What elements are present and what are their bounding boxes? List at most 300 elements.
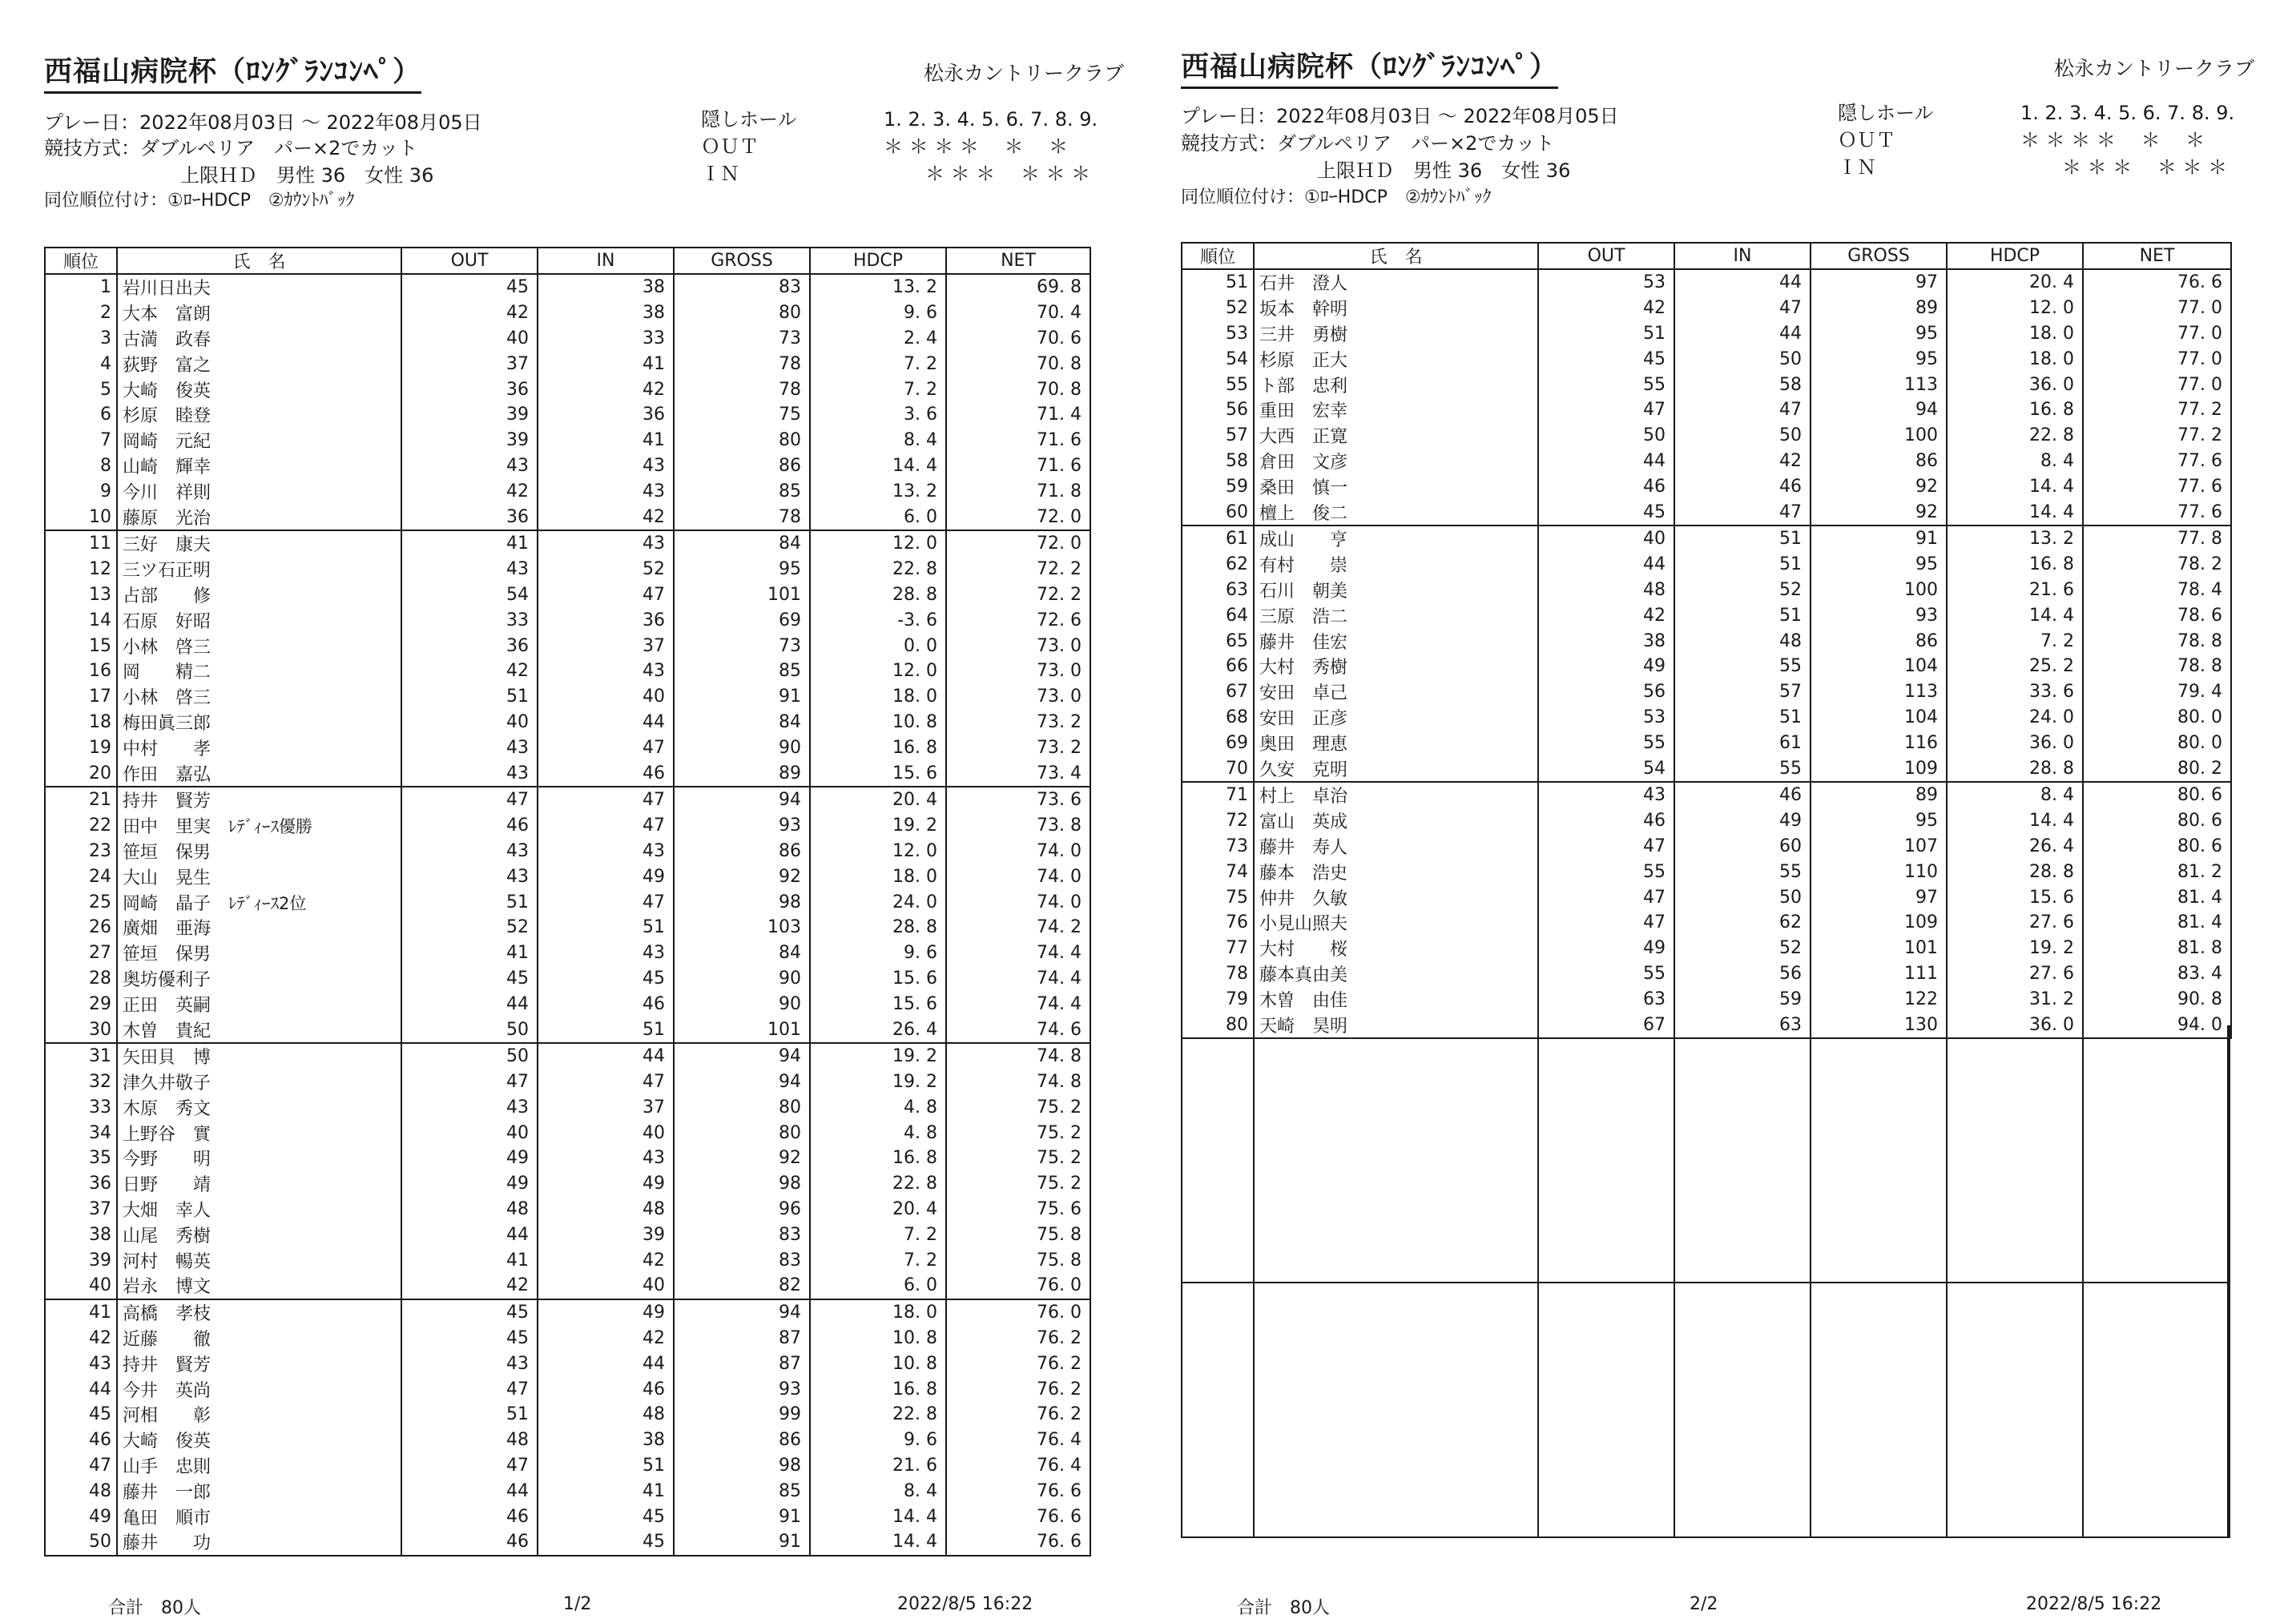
col-net: NET <box>946 248 1090 274</box>
table-row <box>45 1529 1090 1556</box>
player-name: 木曽 由佳 <box>1259 990 1348 1011</box>
table-row <box>45 1120 1090 1146</box>
table-row <box>1182 321 2231 347</box>
hdcp-cell: 12. 0 <box>810 530 946 557</box>
name-cell <box>1254 578 1538 603</box>
in-cell: 33 <box>538 326 674 352</box>
hdcp-cell: 8. 4 <box>810 428 946 453</box>
hidden-holes-label: 隠しホール <box>1838 102 1934 124</box>
gross-cell: 94 <box>674 787 810 813</box>
player-name: 大崎 俊英 <box>123 1432 211 1452</box>
name-cell <box>117 787 401 813</box>
print-timestamp: 2022/8/5 16:22 <box>897 1594 1033 1614</box>
out-cell: 42 <box>1538 296 1674 321</box>
table-row <box>45 1478 1090 1504</box>
name-cell <box>1254 654 1538 679</box>
net-cell: 72. 2 <box>946 582 1090 608</box>
out-cell: 43 <box>401 864 538 889</box>
gross-cell: 93 <box>674 1376 810 1402</box>
gross-cell: 95 <box>1811 321 1947 347</box>
hidden-holes-out-marks: ＊ ＊ ＊ ＊ ＊ ＊ <box>884 135 1069 158</box>
name-cell <box>117 658 401 684</box>
rank-cell: 7 <box>45 428 117 453</box>
player-name: 石井 澄人 <box>1259 274 1348 295</box>
name-cell <box>1254 859 1538 884</box>
net-cell: 76. 6 <box>2083 269 2231 296</box>
player-name: 村上 卓治 <box>1259 787 1348 807</box>
player-name: 杉原 睦登 <box>123 406 211 427</box>
table-row <box>1182 423 2231 449</box>
net-cell: 73. 2 <box>946 735 1090 760</box>
name-cell <box>1254 423 1538 449</box>
name-cell <box>117 1478 401 1504</box>
gross-cell: 87 <box>674 1351 810 1376</box>
name-cell <box>117 760 401 787</box>
in-cell: 41 <box>538 351 674 377</box>
gross-cell: 93 <box>1811 602 1947 628</box>
rank-cell: 2 <box>45 300 117 326</box>
name-cell <box>117 1247 401 1273</box>
table-row <box>45 453 1090 479</box>
rank-cell: 35 <box>45 1146 117 1171</box>
in-cell: 45 <box>538 966 674 992</box>
out-cell: 50 <box>401 1043 538 1069</box>
player-name: 藤井 功 <box>123 1533 211 1554</box>
table-row <box>45 633 1090 658</box>
net-cell: 80. 0 <box>2083 730 2231 755</box>
name-cell <box>117 839 401 864</box>
hdcp-cell: 14. 4 <box>810 1504 946 1529</box>
hdcp-cell: 7. 2 <box>810 351 946 377</box>
net-cell: 77. 2 <box>2083 423 2231 449</box>
name-cell <box>117 991 401 1017</box>
gross-cell: 94 <box>674 1069 810 1095</box>
out-cell: 46 <box>1538 808 1674 834</box>
rank-cell: 60 <box>1182 499 1254 526</box>
net-cell: 81. 2 <box>2083 859 2231 884</box>
net-cell: 76. 4 <box>946 1453 1090 1479</box>
net-cell: 74. 0 <box>946 864 1090 889</box>
name-cell <box>117 684 401 710</box>
player-name: 重田 宏幸 <box>1259 401 1348 422</box>
rank-cell: 64 <box>1182 602 1254 628</box>
club-name: 松永カントリークラブ <box>2053 57 2254 80</box>
out-cell: 45 <box>401 1299 538 1326</box>
results-body <box>1182 269 2231 1038</box>
net-cell: 76. 0 <box>946 1273 1090 1299</box>
table-header <box>45 248 1090 274</box>
gross-cell: 92 <box>674 1146 810 1171</box>
in-cell: 46 <box>538 760 674 787</box>
in-cell: 52 <box>538 557 674 582</box>
out-cell: 44 <box>1538 449 1674 474</box>
hdcp-cell: 18. 0 <box>810 864 946 889</box>
gross-cell: 84 <box>674 710 810 735</box>
in-cell: 49 <box>538 1171 674 1197</box>
gross-cell: 84 <box>674 530 810 557</box>
net-cell: 70. 6 <box>946 326 1090 352</box>
name-cell <box>117 453 401 479</box>
in-cell: 42 <box>538 377 674 402</box>
out-cell: 47 <box>401 1453 538 1479</box>
in-cell: 56 <box>1674 961 1811 987</box>
player-name: 小林 啓三 <box>123 688 211 709</box>
name-cell <box>117 1376 401 1402</box>
hdcp-cell: 9. 6 <box>810 300 946 326</box>
name-cell <box>1254 834 1538 860</box>
hdcp-cell: 6. 0 <box>810 504 946 530</box>
hdcp-cell: 15. 6 <box>810 760 946 787</box>
name-cell <box>117 607 401 633</box>
rank-cell: 26 <box>45 915 117 940</box>
hdcp-cell: 20. 4 <box>1947 269 2083 296</box>
handicap-limit: 上限ＨＤ 男性 36 女性 36 <box>180 164 434 187</box>
hdcp-cell: 36. 0 <box>1947 730 2083 755</box>
net-cell: 75. 2 <box>946 1095 1090 1121</box>
player-name: 安田 正彦 <box>1259 708 1348 729</box>
table-row <box>45 300 1090 326</box>
gross-cell: 113 <box>1811 679 1947 705</box>
out-cell: 44 <box>401 1222 538 1247</box>
tiebreak-rule: 同位順位付け：①ﾛｰHDCP ②ｶｳﾝﾄﾊﾞｯｸ <box>44 191 355 211</box>
rank-cell: 43 <box>45 1351 117 1376</box>
hdcp-cell: 10. 8 <box>810 1326 946 1351</box>
table-row <box>1182 961 2231 987</box>
table-row <box>1182 986 2231 1012</box>
name-cell <box>117 1043 401 1069</box>
player-name: 笹垣 保男 <box>123 842 211 863</box>
net-cell: 71. 4 <box>946 402 1090 428</box>
rank-cell: 71 <box>1182 782 1254 808</box>
player-name: 山崎 輝幸 <box>123 457 211 477</box>
player-name: 作田 嘉弘 <box>123 764 211 785</box>
gross-cell: 83 <box>674 274 810 300</box>
results-table <box>44 247 1091 1557</box>
out-cell: 48 <box>401 1197 538 1222</box>
player-name: 木曽 貴紀 <box>123 1021 211 1041</box>
gross-cell: 86 <box>674 453 810 479</box>
hdcp-cell: 12. 0 <box>810 658 946 684</box>
rank-cell: 19 <box>45 735 117 760</box>
gross-cell: 82 <box>674 1273 810 1299</box>
player-name: 小林 啓三 <box>123 637 211 658</box>
in-cell: 47 <box>1674 296 1811 321</box>
hdcp-cell: 15. 6 <box>1947 884 2083 910</box>
player-name: 岡崎 元紀 <box>123 432 211 453</box>
out-cell: 49 <box>1538 654 1674 679</box>
in-cell: 46 <box>1674 473 1811 499</box>
table-row <box>1182 755 2231 782</box>
net-cell: 74. 2 <box>946 915 1090 940</box>
in-cell: 37 <box>538 1095 674 1121</box>
gross-cell: 100 <box>1811 578 1947 603</box>
gross-cell: 86 <box>674 839 810 864</box>
table-row <box>1182 526 2231 552</box>
in-cell: 47 <box>538 889 674 915</box>
gross-cell: 91 <box>674 1504 810 1529</box>
out-cell: 48 <box>401 1428 538 1453</box>
hdcp-cell: 22. 8 <box>810 1171 946 1197</box>
total-count: 合計 80人 <box>108 1598 201 1618</box>
hdcp-cell: 27. 6 <box>1947 961 2083 987</box>
player-name: 日野 靖 <box>123 1175 211 1196</box>
page-number: 1/2 <box>563 1594 592 1614</box>
rank-cell: 70 <box>1182 755 1254 782</box>
rank-cell: 55 <box>1182 372 1254 397</box>
net-cell: 75. 8 <box>946 1247 1090 1273</box>
table-row <box>1182 705 2231 731</box>
name-cell <box>1254 473 1538 499</box>
in-cell: 48 <box>538 1402 674 1428</box>
table-row <box>45 864 1090 889</box>
in-cell: 55 <box>1674 859 1811 884</box>
rank-cell: 52 <box>1182 296 1254 321</box>
net-cell: 74. 4 <box>946 940 1090 966</box>
player-name: ト部 忠利 <box>1259 376 1348 397</box>
gross-cell: 80 <box>674 300 810 326</box>
out-cell: 42 <box>401 478 538 504</box>
in-cell: 60 <box>1674 834 1811 860</box>
net-cell: 77. 0 <box>2083 372 2231 397</box>
col-rank: 順位 <box>1182 243 1254 269</box>
name-cell <box>117 966 401 992</box>
table-row <box>45 582 1090 608</box>
gross-cell: 80 <box>674 428 810 453</box>
net-cell: 73. 2 <box>946 710 1090 735</box>
table-header <box>1182 243 2231 269</box>
out-cell: 44 <box>1538 552 1674 578</box>
out-cell: 53 <box>1538 705 1674 731</box>
hdcp-cell: 3. 6 <box>810 402 946 428</box>
hdcp-cell: 14. 4 <box>810 453 946 479</box>
table-row <box>1182 654 2231 679</box>
net-cell: 73. 0 <box>946 658 1090 684</box>
in-cell: 48 <box>1674 628 1811 654</box>
hdcp-cell: 21. 6 <box>1947 578 2083 603</box>
results-table <box>1181 242 2232 1039</box>
out-cell: 53 <box>1538 269 1674 296</box>
name-cell <box>1254 755 1538 782</box>
table-row <box>45 889 1090 915</box>
rank-cell: 17 <box>45 684 117 710</box>
name-cell <box>117 1504 401 1529</box>
player-name: 大村 秀樹 <box>1259 658 1348 679</box>
net-cell: 72. 0 <box>946 530 1090 557</box>
in-cell: 52 <box>1674 936 1811 961</box>
gross-cell: 89 <box>1811 296 1947 321</box>
table-row <box>1182 473 2231 499</box>
in-cell: 49 <box>538 864 674 889</box>
hdcp-cell: 14. 4 <box>1947 499 2083 526</box>
player-name: 河村 暢英 <box>123 1251 211 1272</box>
gross-cell: 101 <box>1811 936 1947 961</box>
player-name: 今野 明 <box>123 1150 211 1170</box>
player-name: 天崎 昊明 <box>1259 1016 1348 1037</box>
table-row <box>45 760 1090 787</box>
in-cell: 59 <box>1674 986 1811 1012</box>
table-row <box>1182 859 2231 884</box>
hidden-holes-numbers: 1. 2. 3. 4. 5. 6. 7. 8. 9. <box>884 108 1098 131</box>
net-cell: 80. 6 <box>2083 782 2231 808</box>
table-row <box>45 1247 1090 1273</box>
net-cell: 77. 2 <box>2083 397 2231 423</box>
name-cell <box>117 557 401 582</box>
in-cell: 47 <box>538 582 674 608</box>
rank-cell: 54 <box>1182 346 1254 372</box>
gross-cell: 84 <box>674 940 810 966</box>
name-cell <box>117 351 401 377</box>
net-cell: 74. 8 <box>946 1069 1090 1095</box>
player-name: 大畑 幸人 <box>123 1201 211 1222</box>
net-cell: 72. 2 <box>946 557 1090 582</box>
hdcp-cell: 7. 2 <box>1947 628 2083 654</box>
table-row <box>1182 449 2231 474</box>
table-row <box>1182 397 2231 423</box>
net-cell: 76. 4 <box>946 1428 1090 1453</box>
in-cell: 51 <box>538 1453 674 1479</box>
name-cell <box>117 1402 401 1428</box>
hdcp-cell: 4. 8 <box>810 1095 946 1121</box>
rank-cell: 53 <box>1182 321 1254 347</box>
name-cell <box>1254 526 1538 552</box>
rank-cell: 38 <box>45 1222 117 1247</box>
name-cell <box>117 1428 401 1453</box>
name-cell <box>1254 269 1538 296</box>
out-cell: 51 <box>1538 321 1674 347</box>
table-row <box>45 1299 1090 1326</box>
in-cell: 43 <box>538 453 674 479</box>
rank-cell: 78 <box>1182 961 1254 987</box>
rank-cell: 14 <box>45 607 117 633</box>
rank-cell: 62 <box>1182 552 1254 578</box>
gross-cell: 107 <box>1811 834 1947 860</box>
player-name: 有村 崇 <box>1259 556 1348 577</box>
out-cell: 63 <box>1538 986 1674 1012</box>
in-cell: 57 <box>1674 679 1811 705</box>
out-cell: 36 <box>401 633 538 658</box>
name-cell <box>1254 986 1538 1012</box>
hdcp-cell: 31. 2 <box>1947 986 2083 1012</box>
gross-cell: 91 <box>1811 526 1947 552</box>
award-note: ﾚﾃﾞｨｰｽ優勝 <box>228 817 313 837</box>
gross-cell: 86 <box>1811 449 1947 474</box>
rank-cell: 49 <box>45 1504 117 1529</box>
rank-cell: 23 <box>45 839 117 864</box>
rank-cell: 9 <box>45 478 117 504</box>
out-cell: 49 <box>1538 936 1674 961</box>
name-cell <box>1254 884 1538 910</box>
out-cell: 39 <box>401 428 538 453</box>
hdcp-cell: 7. 2 <box>810 1222 946 1247</box>
rank-cell: 13 <box>45 582 117 608</box>
name-cell <box>1254 936 1538 961</box>
gross-cell: 80 <box>674 1095 810 1121</box>
net-cell: 76. 2 <box>946 1351 1090 1376</box>
player-name: 山尾 秀樹 <box>123 1226 211 1246</box>
rank-cell: 42 <box>45 1326 117 1351</box>
name-cell <box>117 633 401 658</box>
name-cell <box>1254 372 1538 397</box>
player-name: 正田 英嗣 <box>123 995 211 1016</box>
hdcp-cell: 33. 6 <box>1947 679 2083 705</box>
hidden-holes-out-marks: ＊ ＊ ＊ ＊ ＊ ＊ <box>2020 129 2205 151</box>
table-row <box>1182 834 2231 860</box>
out-cell: 46 <box>1538 473 1674 499</box>
in-cell: 51 <box>1674 705 1811 731</box>
player-name: 成山 亨 <box>1259 530 1348 551</box>
in-cell: 52 <box>1674 578 1811 603</box>
gross-cell: 98 <box>674 1171 810 1197</box>
hidden-holes-label: 隠しホール <box>701 108 797 131</box>
gross-cell: 95 <box>1811 808 1947 834</box>
rank-cell: 6 <box>45 402 117 428</box>
rank-cell: 80 <box>1182 1012 1254 1038</box>
out-cell: 51 <box>401 684 538 710</box>
player-name: 坂本 幹明 <box>1259 300 1348 320</box>
gross-cell: 91 <box>674 1529 810 1556</box>
net-cell: 75. 2 <box>946 1171 1090 1197</box>
rank-cell: 58 <box>1182 449 1254 474</box>
hdcp-cell: 24. 0 <box>810 889 946 915</box>
out-cell: 52 <box>401 915 538 940</box>
rank-cell: 1 <box>45 274 117 300</box>
out-cell: 55 <box>1538 961 1674 987</box>
name-cell <box>117 1095 401 1121</box>
in-cell: 38 <box>538 300 674 326</box>
out-cell: 42 <box>1538 602 1674 628</box>
player-name: 奥坊優利子 <box>123 969 211 990</box>
net-cell: 80. 6 <box>2083 834 2231 860</box>
net-cell: 80. 6 <box>2083 808 2231 834</box>
out-cell: 55 <box>1538 372 1674 397</box>
player-name: 三ツ石正明 <box>123 561 211 582</box>
net-cell: 78. 8 <box>2083 654 2231 679</box>
rank-cell: 76 <box>1182 910 1254 936</box>
col-in: IN <box>1674 243 1811 269</box>
name-cell <box>117 735 401 760</box>
col-gross: GROSS <box>674 248 810 274</box>
name-cell <box>117 1222 401 1247</box>
gross-cell: 103 <box>674 915 810 940</box>
table-row <box>45 1351 1090 1376</box>
hdcp-cell: 10. 8 <box>810 1351 946 1376</box>
in-cell: 62 <box>1674 910 1811 936</box>
net-cell: 78. 6 <box>2083 602 2231 628</box>
in-cell: 46 <box>538 1376 674 1402</box>
out-cell: 51 <box>401 1402 538 1428</box>
player-name: 津久井敬子 <box>123 1073 211 1094</box>
in-cell: 51 <box>1674 526 1811 552</box>
gross-cell: 94 <box>674 1299 810 1326</box>
hdcp-cell: 8. 4 <box>1947 782 2083 808</box>
in-cell: 51 <box>1674 552 1811 578</box>
hdcp-cell: 16. 8 <box>1947 397 2083 423</box>
in-cell: 38 <box>538 1428 674 1453</box>
hidden-holes-in-marks: ＊ ＊ ＊ ＊ ＊ ＊ <box>925 163 1091 185</box>
out-cell: 43 <box>401 839 538 864</box>
net-cell: 81. 8 <box>2083 936 2231 961</box>
gross-cell: 92 <box>674 864 810 889</box>
in-cell: 47 <box>538 1069 674 1095</box>
gross-cell: 113 <box>1811 372 1947 397</box>
net-cell: 74. 4 <box>946 966 1090 992</box>
in-cell: 44 <box>538 1351 674 1376</box>
out-cell: 41 <box>401 940 538 966</box>
gross-cell: 90 <box>674 966 810 992</box>
player-name: 持井 賢芳 <box>123 1355 211 1375</box>
out-cell: 54 <box>401 582 538 608</box>
in-cell: 48 <box>538 1197 674 1222</box>
